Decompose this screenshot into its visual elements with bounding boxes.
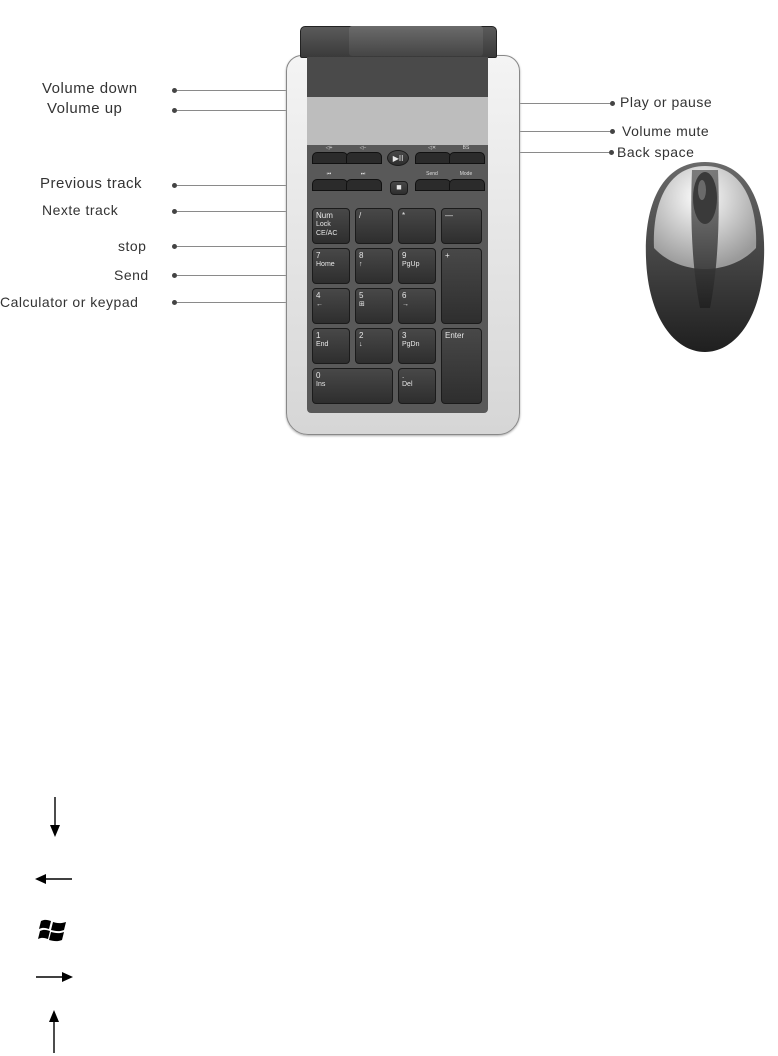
label-back-space: Back space — [617, 144, 695, 160]
left-arrow-icon — [34, 871, 74, 887]
key-6-label: 6 — [402, 291, 407, 300]
numlock-key[interactable] — [312, 208, 350, 244]
next-key-label: ⏭ — [360, 171, 366, 177]
key-8-up[interactable] — [355, 248, 393, 284]
bs-key-label: BS — [462, 145, 470, 151]
mode-key[interactable] — [449, 179, 485, 191]
key-3-pgdn[interactable] — [398, 328, 436, 364]
key-2-down[interactable] — [355, 328, 393, 364]
dot-del-key[interactable] — [398, 368, 436, 404]
star-label: * — [402, 211, 406, 220]
key-0-ins[interactable] — [312, 368, 393, 404]
key-4-sub: ← — [316, 301, 323, 308]
volume-down-key[interactable] — [346, 152, 382, 164]
play-pause-key[interactable]: ▶II — [387, 150, 409, 166]
key-0-label: 0 — [316, 371, 321, 380]
back-space-key[interactable] — [449, 152, 485, 164]
label-stop: stop — [118, 238, 147, 254]
label-volume-mute: Volume mute — [622, 123, 710, 139]
key-4-label: 4 — [316, 291, 321, 300]
keypad-top-panel — [307, 57, 488, 97]
key-9-label: 9 — [402, 251, 407, 260]
up-arrow-icon — [47, 1008, 63, 1054]
dot-volume-mute — [610, 129, 615, 134]
key-9-pgup[interactable] — [398, 248, 436, 284]
label-send: Send — [114, 267, 149, 283]
minus-label: — — [445, 211, 453, 220]
send-key[interactable] — [415, 179, 451, 191]
key-3-label: 3 — [402, 331, 407, 340]
label-volume-down: Volume down — [42, 80, 138, 97]
key-8-label: 8 — [359, 251, 364, 260]
mouse-scroll-wheel — [693, 172, 717, 224]
label-next-track: Nexte track — [42, 202, 119, 218]
plus-label: + — [445, 251, 450, 260]
prev-key-label: ⏮ — [326, 171, 332, 177]
enter-key[interactable] — [441, 328, 482, 404]
mute-key-label: ◁✕ — [427, 145, 437, 151]
keypad-lid-hinge — [349, 26, 483, 56]
slash-label: / — [359, 211, 362, 220]
key-1-end[interactable] — [312, 328, 350, 364]
next-track-key[interactable] — [346, 179, 382, 191]
windows-logo-icon — [38, 918, 68, 942]
enter-label: Enter — [445, 331, 465, 340]
mode-key-label: Mode — [459, 171, 473, 177]
key-7-home[interactable] — [312, 248, 350, 284]
right-arrow-icon — [34, 969, 74, 985]
stop-key[interactable]: ■ — [390, 181, 408, 195]
volume-mute-key[interactable] — [415, 152, 451, 164]
vol-up-key-label: ◁+ — [325, 145, 333, 151]
key-2-sub: ↓ — [359, 341, 363, 348]
keypad-screen — [307, 97, 488, 145]
key-5-sub: ⊞ — [359, 301, 365, 308]
key-6-right[interactable] — [398, 288, 436, 324]
minus-key[interactable] — [441, 208, 482, 244]
key-5-windows[interactable] — [355, 288, 393, 324]
key-9-sub: PgUp — [402, 261, 420, 268]
dot-label: . — [402, 371, 405, 380]
dot-play-pause — [610, 101, 615, 106]
numlock-label: Num — [316, 211, 333, 220]
numlock-sub-label: Lock — [316, 221, 331, 228]
label-volume-up: Volume up — [47, 100, 123, 117]
key-8-sub: ↑ — [359, 261, 363, 268]
vol-down-key-label: ◁− — [359, 145, 367, 151]
label-calculator-keypad: Calculator or keypad — [0, 294, 139, 310]
key-2-label: 2 — [359, 331, 364, 340]
key-4-left[interactable] — [312, 288, 350, 324]
down-arrow-icon — [48, 795, 64, 839]
star-key[interactable] — [398, 208, 436, 244]
mouse-illustration — [640, 158, 770, 358]
key-6-sub: → — [402, 301, 409, 308]
key-7-sub: Home — [316, 261, 335, 268]
label-previous-track: Previous track — [40, 175, 143, 192]
key-0-sub: Ins — [316, 381, 326, 388]
dot-back-space — [609, 150, 614, 155]
key-1-label: 1 — [316, 331, 321, 340]
slash-key[interactable] — [355, 208, 393, 244]
numlock-sub2-label: CE/AC — [316, 230, 338, 237]
plus-key[interactable] — [441, 248, 482, 324]
key-3-sub: PgDn — [402, 341, 420, 348]
previous-track-key[interactable] — [312, 179, 348, 191]
send-key-label: Send — [426, 171, 438, 177]
volume-up-key[interactable] — [312, 152, 348, 164]
key-5-label: 5 — [359, 291, 364, 300]
key-1-sub: End — [316, 341, 329, 348]
key-7-label: 7 — [316, 251, 321, 260]
dot-sub: Del — [402, 381, 413, 388]
label-play-pause: Play or pause — [620, 94, 713, 110]
